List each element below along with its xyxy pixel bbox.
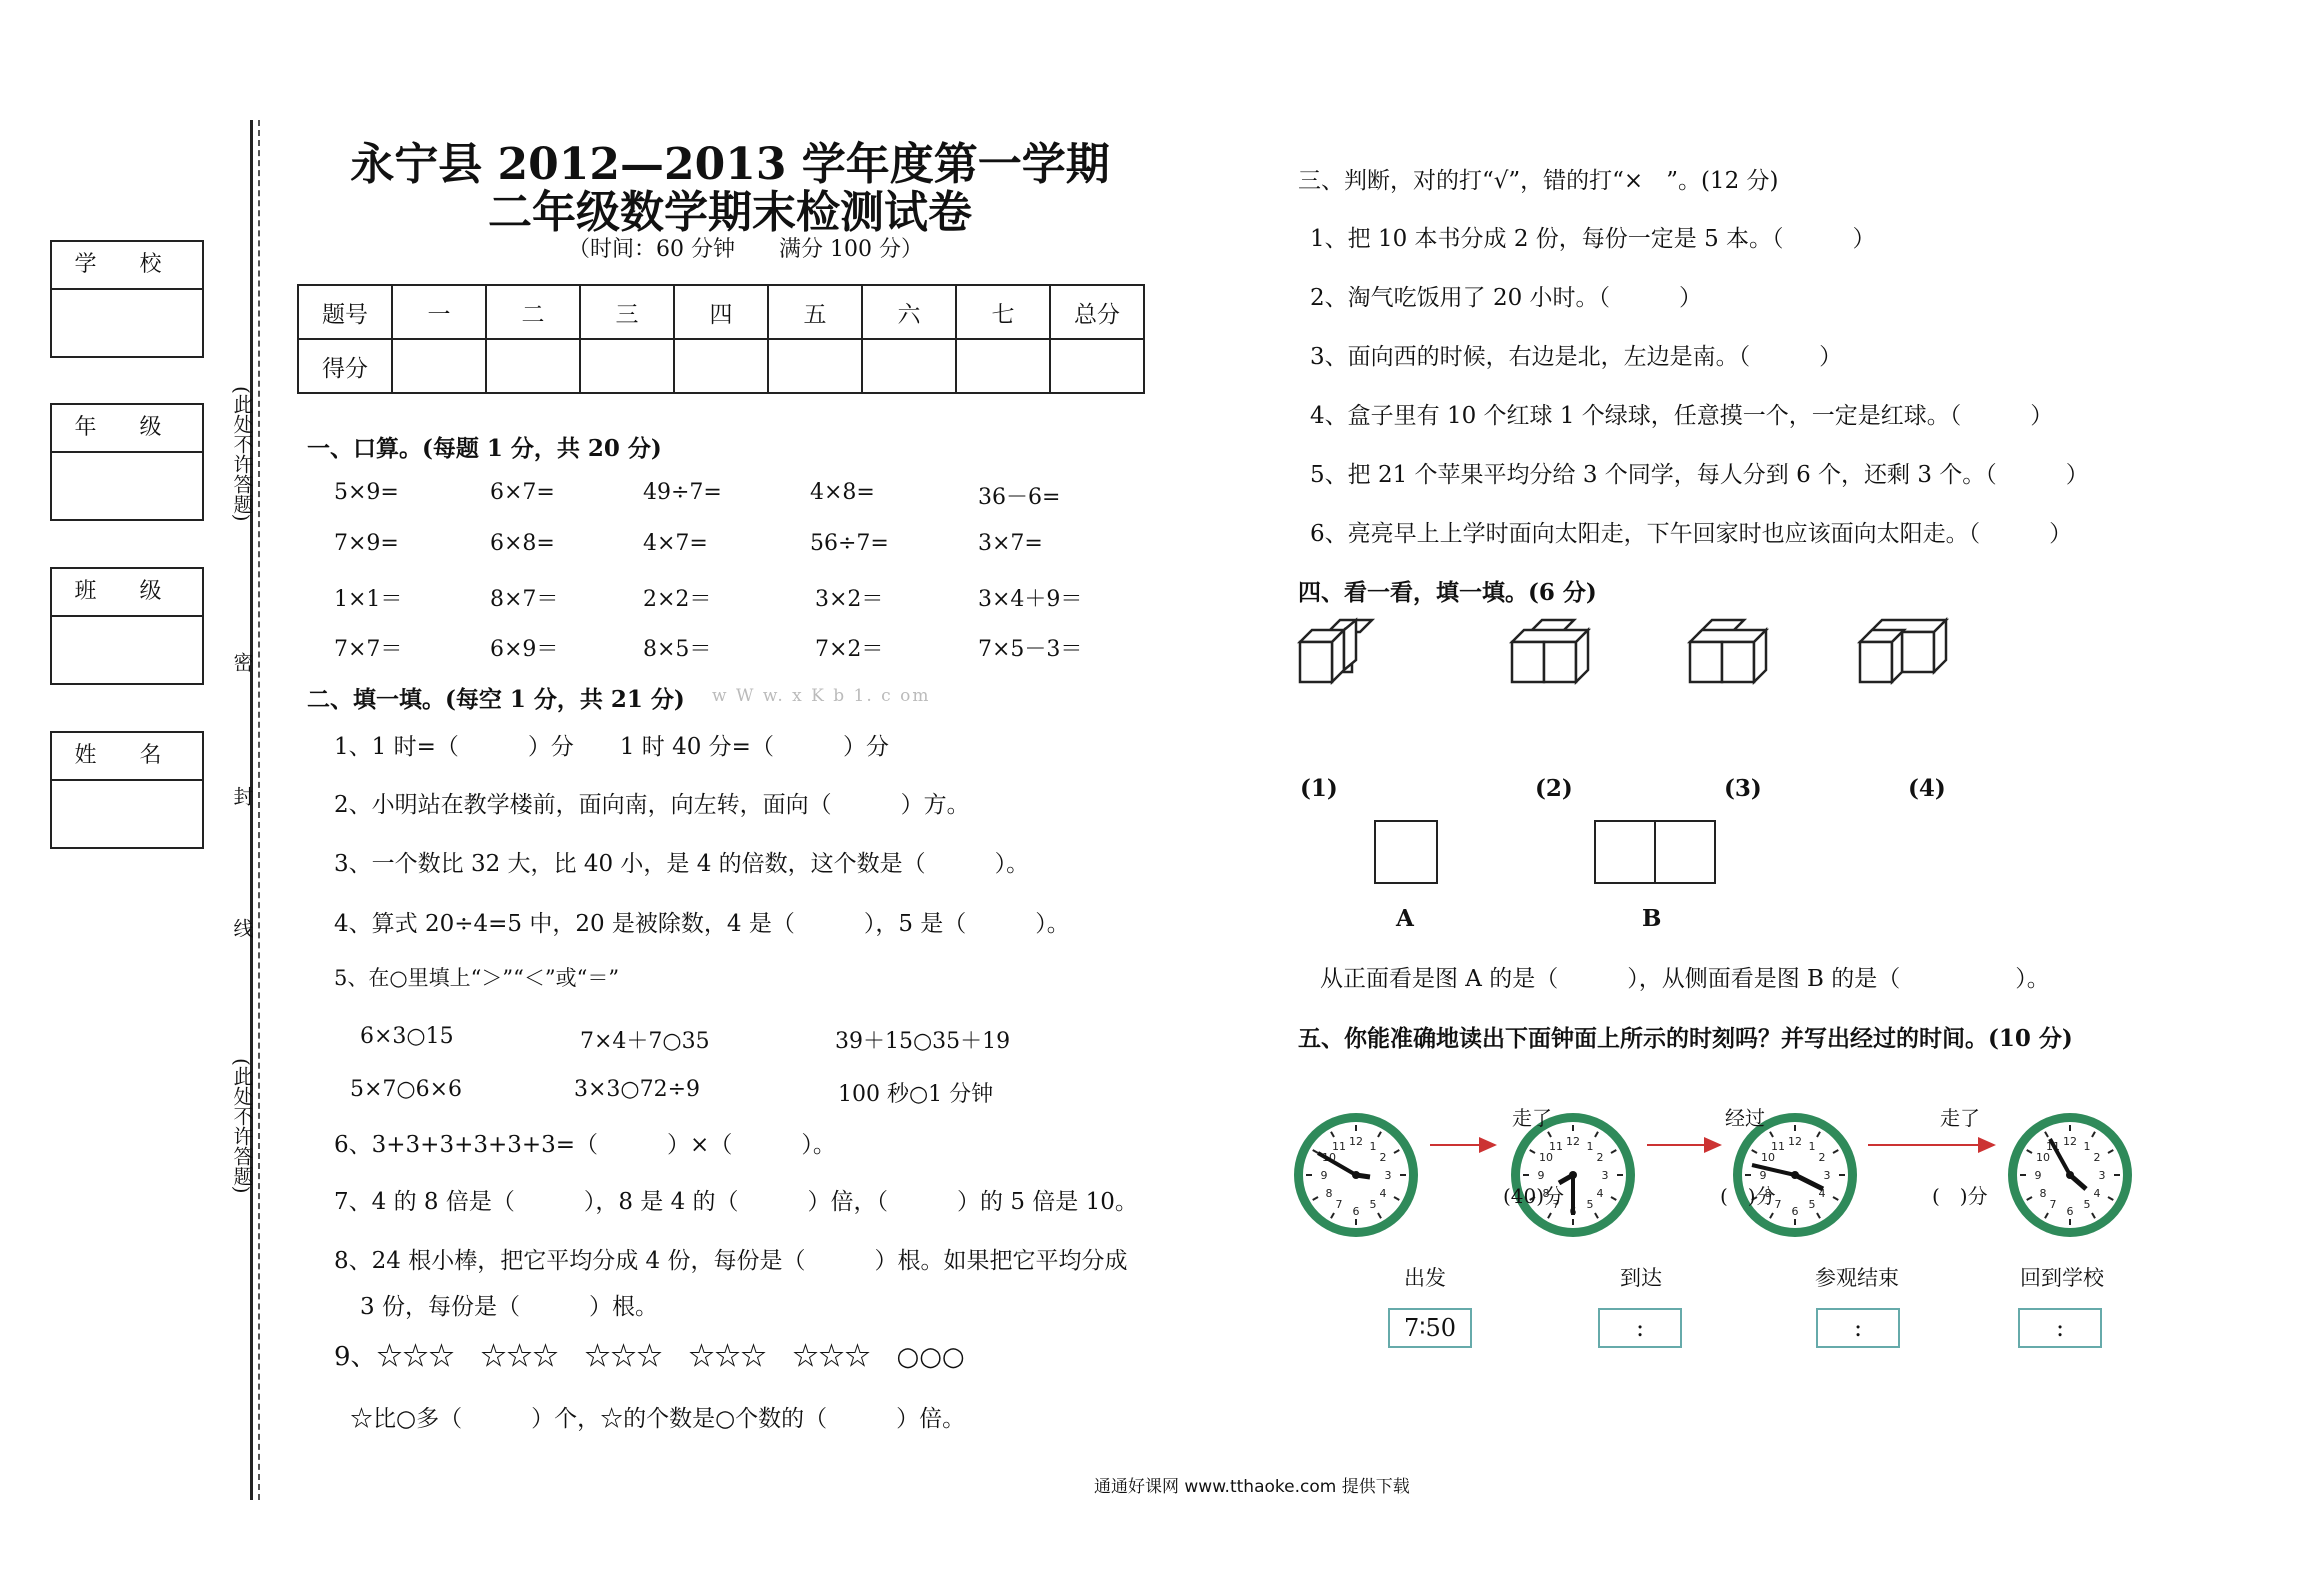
binding-line — [250, 120, 253, 1500]
compare-item: 100 秒○1 分钟 — [838, 1082, 994, 1107]
problem: 3×2＝ — [815, 587, 884, 612]
problem: 7×5－3＝ — [978, 637, 1083, 662]
problem: 3×4＋9＝ — [978, 587, 1083, 612]
figure-label-3: (3) — [1724, 775, 1762, 802]
problem: 4×8= — [810, 480, 875, 505]
name-label: 姓 名 — [52, 733, 202, 781]
label-visit-end: 参观结束 — [1815, 1266, 1899, 1290]
score-table-header-row — [298, 285, 1144, 339]
score-cell: 六 — [862, 285, 956, 339]
margin-note-top: (此处不许答题) — [230, 386, 254, 522]
label-depart: 出发 — [1404, 1266, 1446, 1290]
clocks-panel: 12369 1245 781011 — [1290, 1095, 2150, 1255]
time-box-back-school[interactable]: : — [2018, 1308, 2102, 1348]
problem: 5×9= — [334, 480, 399, 505]
cube-figure-3 — [1690, 620, 1766, 682]
exam-title-line1: 永宁县 2012—2013 学年度第一学期 — [350, 139, 1110, 190]
fill-q3: 3、一个数比 32 大，比 40 小，是 4 的倍数，这个数是（ ）。 — [334, 851, 1030, 877]
score-cell: 总分 — [1050, 285, 1144, 339]
arrow1-bottom: (40)分 — [1503, 1184, 1565, 1208]
fill-q6: 6、3+3+3+3+3+3=（ ）×（ ）。 — [334, 1132, 836, 1158]
fill-q2: 2、小明站在教学楼前，面向南，向左转，面向（ ）方。 — [334, 792, 970, 818]
compare-item: 5×7○6×6 — [350, 1077, 463, 1102]
problem: 4×7= — [643, 531, 708, 556]
score-cell: 四 — [674, 285, 768, 339]
section1-heading: 一、口算。(每题 1 分，共 20 分) — [307, 435, 662, 462]
fill-q7: 7、4 的 8 倍是（ ），8 是 4 的（ ）倍，（ ）的 5 倍是 10。 — [334, 1189, 1138, 1215]
fill-q1: 1、1 时=（ ）分 1 时 40 分=（ ）分 — [334, 734, 889, 760]
score-input-cell[interactable] — [486, 339, 580, 393]
judge-item: 1、把 10 本书分成 2 份，每份一定是 5 本。（ ） — [1310, 226, 1876, 252]
judge-item: 6、亮亮早上上学时面向太阳走，下午回家时也应该面向太阳走。（ ） — [1310, 521, 2073, 547]
arrow2-bottom: ( )分 — [1720, 1184, 1776, 1208]
score-cell: 五 — [768, 285, 862, 339]
school-label: 学 校 — [52, 242, 202, 290]
exam-title-line2: 二年级数学期末检测试卷 — [488, 187, 972, 238]
fill-q9-question: ☆比○多（ ）个，☆的个数是○个数的（ ）倍。 — [350, 1406, 966, 1432]
margin-note-bottom: (此处不许答题) — [230, 1058, 254, 1194]
score-input-cell[interactable] — [674, 339, 768, 393]
score-cell: 三 — [580, 285, 674, 339]
judge-item: 3、面向西的时候，右边是北，左边是南。（ ） — [1310, 344, 1843, 370]
label-back-school: 回到学校 — [2020, 1266, 2104, 1290]
problem: 2×2＝ — [643, 587, 712, 612]
problem: 49÷7= — [643, 480, 722, 505]
margin-mi: 密 — [230, 652, 254, 672]
problem: 6×8= — [490, 531, 555, 556]
score-table-score-row — [298, 339, 1144, 393]
problem: 56÷7= — [810, 531, 889, 556]
score-input-cell[interactable] — [392, 339, 486, 393]
problem: 8×5＝ — [643, 637, 712, 662]
clock-visit-end — [1733, 1113, 1857, 1237]
judge-item: 2、淘气吃饭用了 20 小时。（ ） — [1310, 285, 1703, 311]
problem: 6×7= — [490, 480, 555, 505]
judge-item: 5、把 21 个苹果平均分给 3 个同学，每人分到 6 个，还剩 3 个。（ ） — [1310, 462, 2089, 488]
section5-heading: 五、你能准确地读出下面钟面上所示的时刻吗？并写出经过的时间。(10 分) — [1298, 1025, 2073, 1052]
score-input-cell[interactable] — [768, 339, 862, 393]
compare-item: 3×3○72÷9 — [574, 1077, 701, 1102]
footer-credit: 通通好课网 www.tthaoke.com 提供下载 — [1094, 1477, 1410, 1497]
judge-item: 4、盒子里有 10 个红球 1 个绿球，任意摸一个，一定是红球。（ ） — [1310, 403, 2054, 429]
fill-q4: 4、算式 20÷4=5 中，20 是被除数，4 是（ ），5 是（ ）。 — [334, 911, 1070, 937]
problem: 7×9= — [334, 531, 399, 556]
class-box — [50, 567, 204, 685]
view-b-label: B — [1642, 905, 1662, 932]
view-a-label: A — [1396, 905, 1414, 932]
fill-q9-shapes: 9、☆☆☆ ☆☆☆ ☆☆☆ ☆☆☆ ☆☆☆ ○○○ — [334, 1342, 965, 1372]
cube-figure-2 — [1512, 620, 1588, 682]
figure-label-2: (2) — [1535, 775, 1573, 802]
score-input-cell[interactable] — [580, 339, 674, 393]
score-cell: 得分 — [298, 339, 392, 393]
score-input-cell[interactable] — [1050, 339, 1144, 393]
arrow2-top: 经过 — [1725, 1106, 1765, 1130]
problem: 7×7＝ — [334, 637, 403, 662]
fill-q8-line2: 3 份，每份是（ ）根。 — [360, 1294, 658, 1320]
problem: 6×9＝ — [490, 637, 559, 662]
compare-item: 6×3○15 — [360, 1024, 454, 1049]
score-cell: 题号 — [298, 285, 392, 339]
clock-back-school — [2008, 1113, 2132, 1237]
time-box-depart: 7∶50 — [1388, 1308, 1472, 1348]
score-cell: 二 — [486, 285, 580, 339]
score-input-cell[interactable] — [956, 339, 1050, 393]
arrow1-top: 走了 — [1512, 1106, 1552, 1130]
time-box-arrive[interactable]: : — [1598, 1308, 1682, 1348]
time-box-visit-end[interactable]: : — [1816, 1308, 1900, 1348]
problem: 7×2＝ — [815, 637, 884, 662]
view-a-square — [1374, 820, 1438, 884]
view-b-square-left — [1594, 820, 1656, 884]
figure-label-4: (4) — [1908, 775, 1946, 802]
section4-heading: 四、看一看，填一填。(6 分) — [1298, 579, 1597, 606]
compare-item: 39＋15○35＋19 — [835, 1029, 1011, 1054]
view-b-square-right — [1654, 820, 1716, 884]
name-box — [50, 731, 204, 849]
cube-figures — [1290, 620, 2010, 740]
cube-figure-1 — [1300, 620, 1372, 682]
exam-subtitle: （时间：60 分钟 满分 100 分） — [568, 237, 923, 262]
problem: 36－6= — [978, 485, 1061, 510]
grade-box — [50, 403, 204, 521]
section3-heading: 三、判断，对的打“√”，错的打“× ”。(12 分) — [1298, 168, 1779, 194]
score-table — [297, 284, 1145, 394]
margin-xian: 线 — [230, 918, 254, 938]
clock-arrive — [1511, 1113, 1635, 1237]
margin-feng: 封 — [230, 786, 254, 806]
score-cell: 七 — [956, 285, 1050, 339]
section2-heading: 二、填一填。(每空 1 分，共 21 分) — [307, 686, 685, 713]
score-input-cell[interactable] — [862, 339, 956, 393]
problem: 8×7＝ — [490, 587, 559, 612]
clock-depart — [1294, 1113, 1418, 1237]
arrow3-bottom: ( )分 — [1932, 1184, 1988, 1208]
watermark: w W w. x K b 1. c om — [712, 686, 931, 706]
problem: 1×1＝ — [334, 587, 403, 612]
fill-q5: 5、在○里填上“＞”“＜”或“＝” — [334, 966, 620, 990]
compare-item: 7×4＋7○35 — [580, 1029, 710, 1054]
class-label: 班 级 — [52, 569, 202, 617]
grade-label: 年 级 — [52, 405, 202, 453]
fill-q8-line1: 8、24 根小棒，把它平均分成 4 份，每份是（ ）根。如果把它平均分成 — [334, 1248, 1128, 1274]
score-cell: 一 — [392, 285, 486, 339]
binding-dashed-line — [258, 120, 260, 1500]
label-arrive: 到达 — [1620, 1266, 1662, 1290]
cube-figure-4 — [1860, 620, 1946, 682]
arrow3-top: 走了 — [1940, 1106, 1980, 1130]
problem: 3×7= — [978, 531, 1043, 556]
view-question: 从正面看是图 A 的是（ ），从侧面看是图 B 的是（ ）。 — [1320, 966, 2050, 992]
school-box — [50, 240, 204, 358]
figure-label-1: (1) — [1300, 775, 1338, 802]
